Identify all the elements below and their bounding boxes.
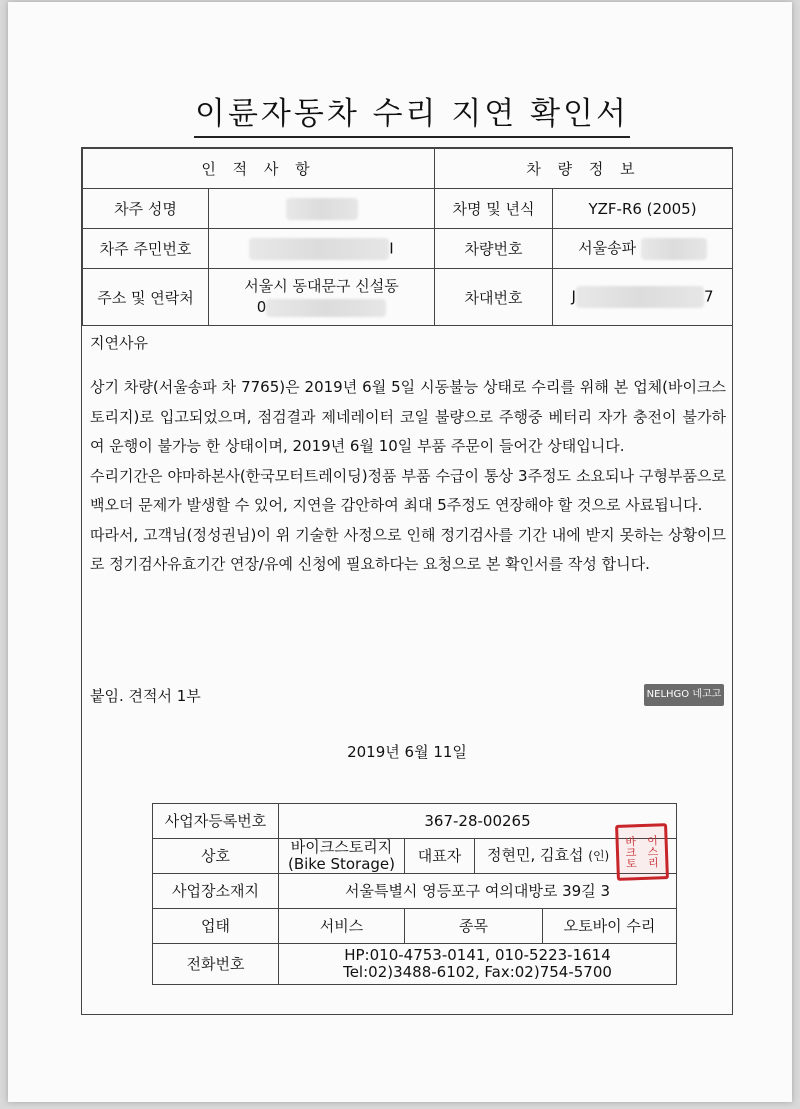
address-label: 주소 및 연락처 bbox=[83, 269, 209, 326]
personal-section-header: 인 적 사 항 bbox=[83, 149, 435, 189]
model-value: YZF-R6 (2005) bbox=[553, 189, 733, 229]
contact-prefix: 0 bbox=[256, 298, 267, 316]
reason-paragraph: 따라서, 고객님(정성권님)이 위 기술한 사정으로 인해 정기검사를 기간 내에 받지 못하는 상황이므로 정기검사유효기간 연장/유예 신청에 필요하다는 요청으로 본 확인서를 작성 합니다. bbox=[90, 525, 726, 573]
vin-label: 차대번호 bbox=[435, 269, 553, 326]
representative-names: 정현민, 김효섭 bbox=[487, 846, 584, 864]
contact-line bbox=[209, 297, 434, 318]
document-title: 이륜자동차 수리 지연 확인서 bbox=[194, 88, 630, 138]
redacted-owner-id bbox=[249, 238, 389, 260]
document-page bbox=[8, 2, 792, 1102]
owner-name-value bbox=[209, 189, 435, 229]
watermark-badge: NELHGO 네고고 bbox=[644, 684, 724, 706]
reason-paragraph: 수리기간은 야마하본사(한국모터트레이딩)정품 부품 수급이 통상 3주정도 소요되나 구형부품으로 백오더 문제가 발생할 수 있어, 지연을 감안하여 최대 5주정도 연장해야 할 것으로 사료됩니다. bbox=[90, 466, 726, 514]
plate-label: 차량번호 bbox=[435, 229, 553, 269]
business-address-label: 사업장소재지 bbox=[153, 874, 279, 909]
address-value bbox=[209, 269, 435, 326]
business-type-value: 서비스 bbox=[279, 909, 405, 944]
vehicle-section-header: 차 량 정 보 bbox=[435, 149, 733, 189]
business-info-table bbox=[152, 803, 677, 985]
business-item-value: 오토바이 수리 bbox=[543, 909, 677, 944]
reg-number-label: 사업자등록번호 bbox=[153, 804, 279, 839]
company-name-korean: 바이크스토리지 bbox=[290, 838, 393, 856]
delay-reason-label: 지연사유 bbox=[90, 334, 148, 352]
seal-mark-text: (인) bbox=[588, 849, 610, 863]
phone-label: 전화번호 bbox=[153, 944, 279, 985]
redacted-vin bbox=[576, 286, 704, 308]
owner-vehicle-table bbox=[82, 148, 733, 326]
model-label: 차명 및 년식 bbox=[435, 189, 553, 229]
delay-reason-body bbox=[90, 373, 726, 580]
vin-value bbox=[553, 269, 733, 326]
vin-prefix: J bbox=[571, 287, 576, 306]
redacted-contact bbox=[266, 299, 386, 317]
owner-id-tail: I bbox=[389, 239, 394, 257]
address-text: 서울시 동대문구 신설동 bbox=[244, 277, 399, 295]
reason-paragraph: 상기 차량(서울송파 차 7765)은 2019년 6월 5일 시동불능 상태로 수리를 위해 본 업체(바이크스토리지)로 입고되었으며, 점검결과 제네레이터 코일 불량으로 주행중 베터리 자가 충전이 불가하여 운행이 불가능 한 상태이며, 2019년 6월 10일 부품 주문이 들어간 상태입니다. bbox=[90, 378, 726, 455]
business-type-label: 업태 bbox=[153, 909, 279, 944]
company-seal-stamp: 바 이 크 스 토 리 bbox=[615, 823, 669, 881]
plate-value-text: 서울송파 bbox=[578, 239, 637, 258]
issue-date: 2019년 6월 11일 bbox=[347, 743, 467, 761]
document-frame bbox=[81, 147, 733, 1015]
phone-line-office: Tel:02)3488-6102, Fax:02)754-5700 bbox=[343, 963, 612, 981]
owner-name-label: 차주 성명 bbox=[83, 189, 209, 229]
owner-id-label: 차주 주민번호 bbox=[83, 229, 209, 269]
company-name-value bbox=[279, 839, 405, 874]
owner-id-value bbox=[209, 229, 435, 269]
plate-value bbox=[553, 229, 733, 269]
company-name-english: (Bike Storage) bbox=[288, 855, 395, 873]
redacted-owner-name bbox=[286, 198, 358, 220]
reg-number-value: 367-28-00265 bbox=[279, 804, 677, 839]
business-item-label: 종목 bbox=[405, 909, 543, 944]
phone-value bbox=[279, 944, 677, 985]
attachment-note: 붙임. 견적서 1부 bbox=[90, 687, 201, 705]
company-name-label: 상호 bbox=[153, 839, 279, 874]
vin-suffix: 7 bbox=[703, 287, 714, 306]
representative-label: 대표자 bbox=[405, 839, 475, 874]
redacted-plate-number bbox=[641, 238, 707, 260]
phone-line-mobile: HP:010-4753-0141, 010-5223-1614 bbox=[344, 946, 611, 964]
business-address-value: 서울특별시 영등포구 여의대방로 39길 3 bbox=[279, 874, 677, 909]
